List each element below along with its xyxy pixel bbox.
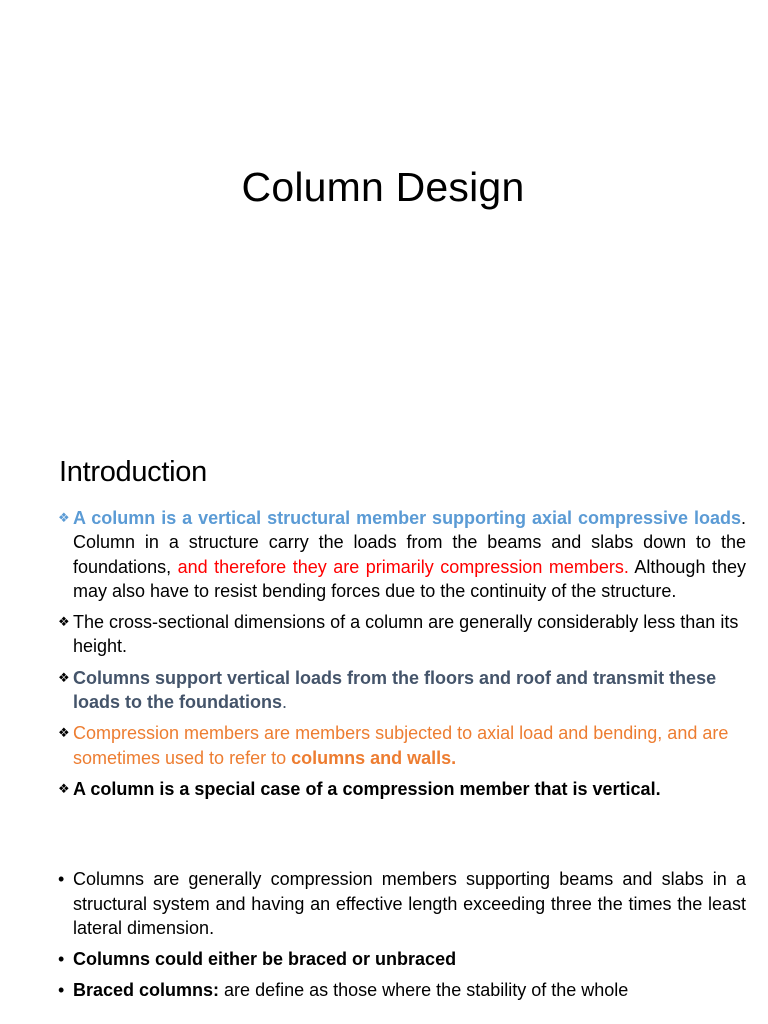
- diamond-bullet-icon: ❖: [58, 614, 70, 630]
- definition-red-text: and therefore they are primarily compression members.: [177, 556, 629, 577]
- special-case-text: A column is a special case of a compression member that is vertical.: [73, 778, 661, 799]
- diamond-bullet-icon: ❖: [58, 669, 70, 685]
- diamond-bullet-icon: ❖: [58, 725, 70, 741]
- bullet-item-support: [58, 666, 746, 715]
- diamond-bullet-icon: ❖: [58, 510, 70, 525]
- bullet-item-compression-members: [58, 721, 746, 770]
- general-text: Columns are generally compression members supporting beams and slabs in a structural system and having an effective length exceeding three the times the least lateral dimension.: [73, 869, 746, 938]
- slide-title: Column Design: [241, 164, 525, 210]
- dot-bullet-icon: •: [58, 980, 65, 1001]
- braced-unbraced-text: Columns could either be braced or unbraced: [73, 949, 457, 970]
- bullet-item-braced-columns: [58, 978, 746, 1002]
- definition-text: . Column in a structure carry the loads from the beams and slabs down to the foundations,: [73, 508, 746, 577]
- bullet-item-dimensions: [58, 610, 746, 659]
- diamond-bullet-icon: ❖: [58, 780, 70, 796]
- bullet-item-general: [58, 867, 746, 940]
- bullet-item-braced-unbraced: [58, 947, 746, 971]
- dimensions-text: The cross-sectional dimensions of a column are generally considerably less than its height.: [73, 612, 739, 657]
- compression-bold-text: columns and walls.: [291, 747, 457, 768]
- support-text-end: .: [282, 692, 288, 713]
- braced-columns-text: are define as those where the stability of the whole: [219, 980, 629, 1001]
- definition-text-end: Although they may also have to resist bending forces due to the continuity of the structure.: [73, 556, 746, 601]
- dot-bullet-icon: •: [58, 949, 65, 970]
- compression-text: Compression members are members subjected to axial load and bending, and are sometimes used to refer to: [73, 723, 729, 768]
- braced-columns-label: Braced columns:: [73, 980, 220, 1001]
- bullet-item-definition: [58, 506, 746, 603]
- section-heading-introduction: Introduction: [59, 456, 207, 488]
- support-text: Columns support vertical loads from the floors and roof and transmit these loads to the foundations: [73, 667, 717, 713]
- dot-bullet-icon: •: [58, 869, 65, 890]
- bullet-item-special-case: [58, 777, 746, 801]
- bullet-list: [58, 506, 746, 1010]
- definition-highlight: A column is a vertical structural member supporting axial compressive loads: [73, 508, 741, 528]
